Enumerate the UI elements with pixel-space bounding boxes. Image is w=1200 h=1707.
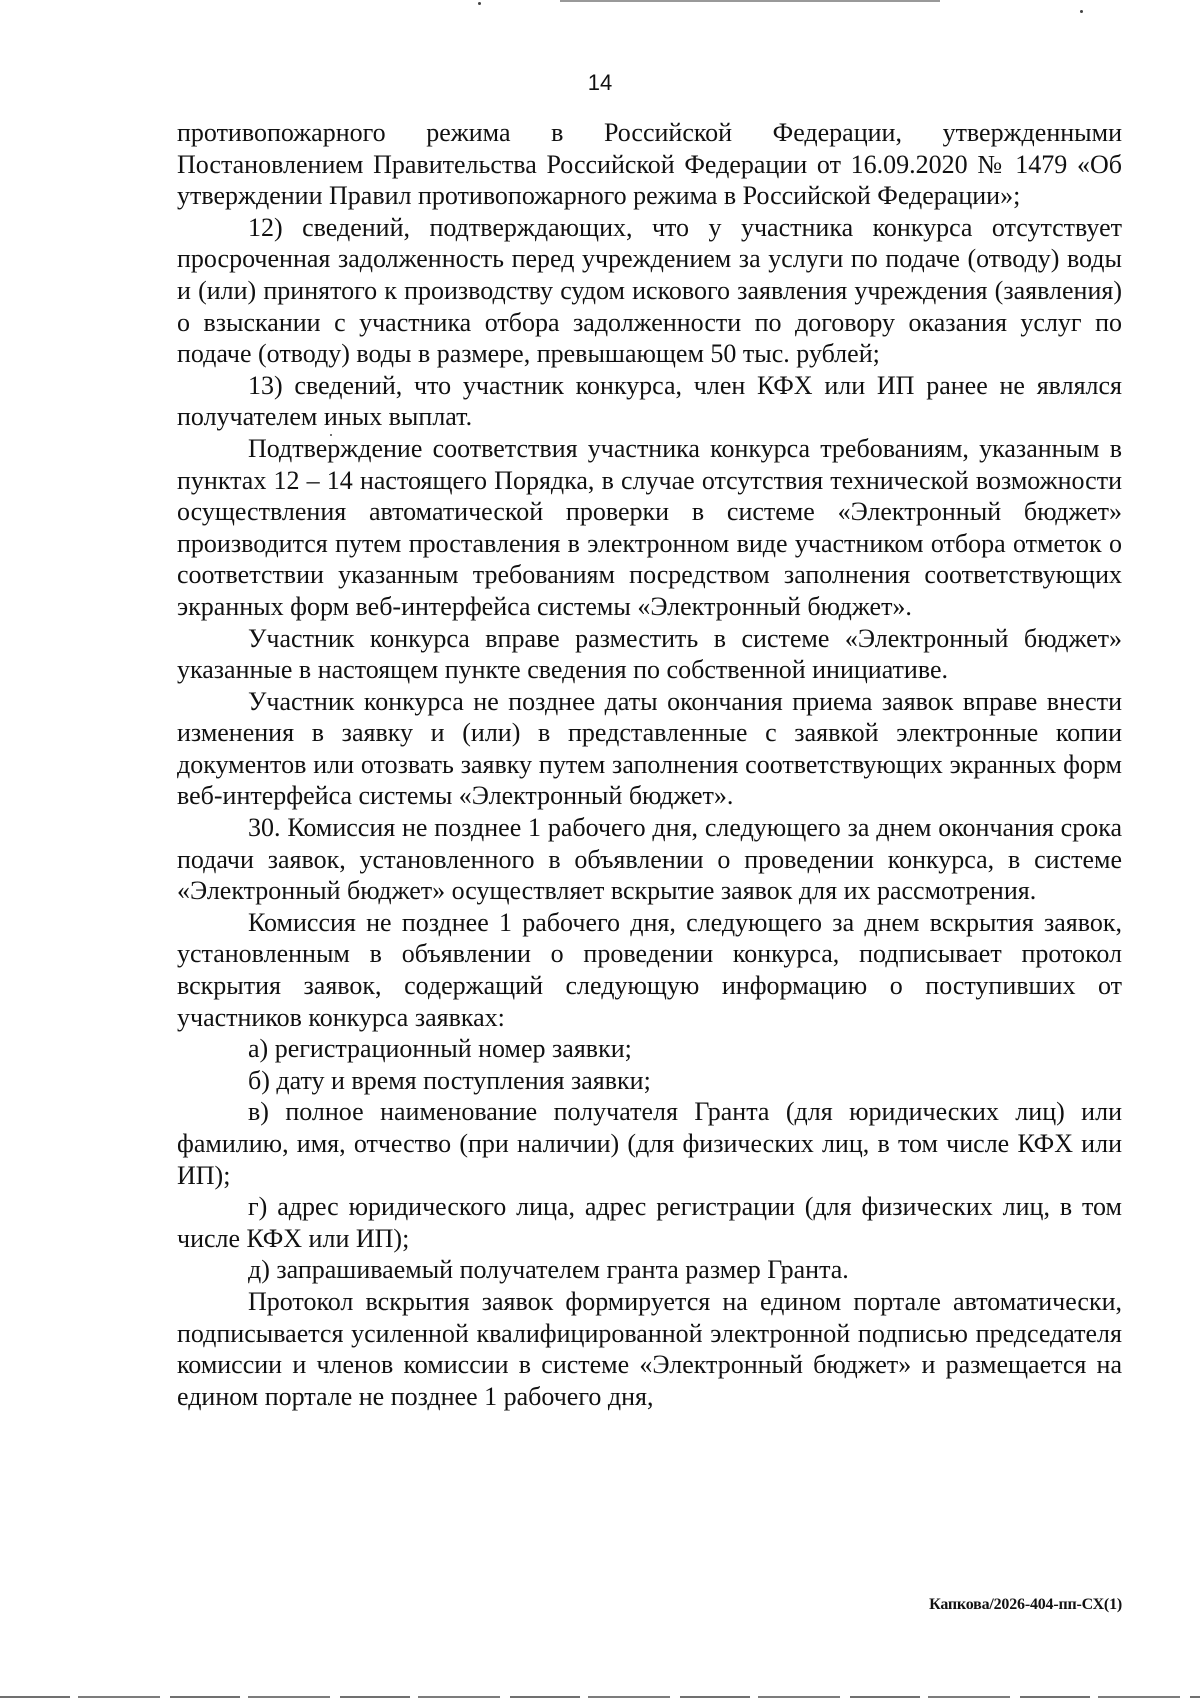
page-number: 14 [587,70,613,95]
list-item: а) регистрационный номер заявки; [248,1034,632,1064]
paragraph: Протокол вскрытия заявок формируется на едином портале автоматически, подписывается усиленной квалифицированной электронной подписью председателя комиссии и членов комиссии в системе «Электронный бюджет» и размещается на едином портале не позднее 1 рабочего дня, [177,1286,1122,1411]
list-item: д) запрашиваемый получателем гранта размер Гранта. [248,1255,849,1285]
paragraph: 30. Комиссия не позднее 1 рабочего дня, следующего за днем окончания срока подачи заявок, установленного в объявлении о проведении конкурса, в системе «Электронный бюджет» осуществляет вскрытие заявок для их рассмотрения. [177,813,1122,906]
scan-artifact-dot [478,2,481,5]
scan-artifact-bottom-line [0,1696,1200,1698]
paragraph: Участник конкурса не позднее даты окончания приема заявок вправе внести изменения в заявку и (или) в представленные с заявкой электронные копии документов или отозвать заявку путем заполнения соответствующих экранных форм веб-интерфейса системы «Электронный бюджет». [177,686,1122,811]
paragraph: 12) сведений, подтверждающих, что у участника конкурса отсутствует просроченная задолженность перед учреждением за услуги по подаче (отводу) воды и (или) принятого к производству судом искового заявления учреждения (заявления) о взыскании с участника отбора задолженности по договору оказания услуг по подаче (отводу) воды в размере, превышающем 50 тыс. рублей; [177,212,1122,369]
paragraph: противопожарного режима в Российской Федерации, утвержденными Постановлением Правительства Российской Федерации от 16.09.2020 № 1479 «Об утверждении Правил противопожарного режима в Российской Федерации»; [177,118,1122,211]
paragraph: Комиссия не позднее 1 рабочего дня, следующего за днем вскрытия заявок, установленным в объявлении о проведении конкурса, подписывает протокол вскрытия заявок, содержащий следующую информацию о поступивших от участников конкурса заявках: [177,907,1122,1032]
document-footer-code: Капкова/2026-404-пп-СХ(1) [929,1596,1122,1613]
paragraph: Участник конкурса вправе разместить в системе «Электронный бюджет» указанные в настоящем пункте сведения по собственной инициативе. [177,623,1122,685]
list-item: б) дату и время поступления заявки; [248,1065,651,1095]
paragraph: 13) сведений, что участник конкурса, член КФХ или ИП ранее не являлся получателем иных выплат. [177,370,1122,432]
document-body [177,117,1122,1412]
list-item: в) полное наименование получателя Гранта (для юридических лиц) или фамилию, имя, отчество (при наличии) (для физических лиц, в том числе КФХ или ИП); [177,1097,1122,1190]
scan-artifact-dot [1080,10,1083,13]
scan-artifact-top-line [560,0,940,2]
list-item: г) адрес юридического лица, адрес регистрации (для физических лиц, в том числе КФХ или ИП); [177,1192,1122,1253]
paragraph: Подтверждение соответствия участника конкурса требованиям, указанным в пунктах 12 – 14 настоящего Порядка, в случае отсутствия технической возможности осуществления автоматической проверки в системе «Электронный бюджет» производится путем проставления в электронном виде участником отбора отметок о соответствии указанным требованиям посредством заполнения соответствующих экранных форм веб-интерфейса системы «Электронный бюджет». [177,433,1122,621]
